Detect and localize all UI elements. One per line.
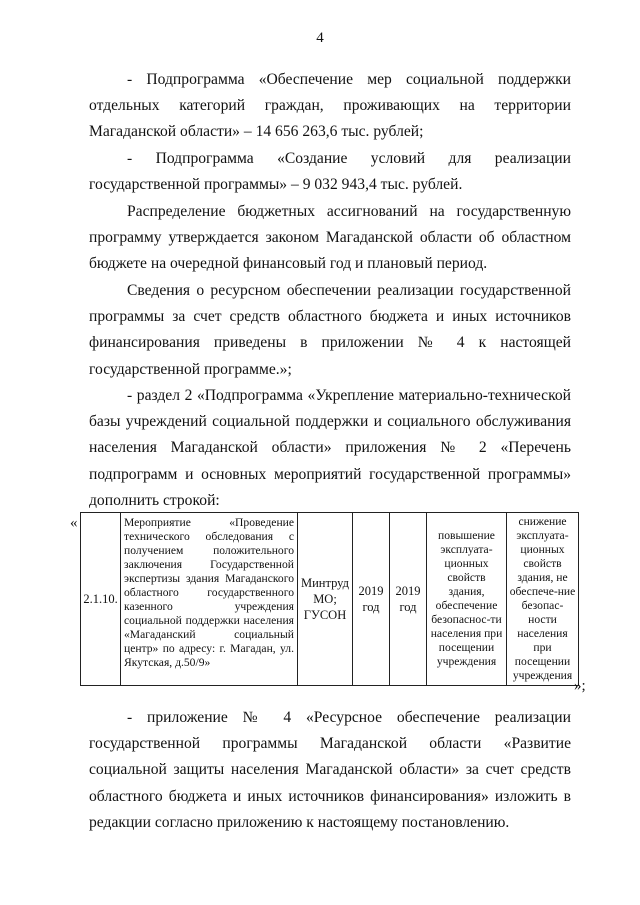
inserted-row-table [80, 512, 579, 686]
paragraph-resource-info: Сведения о ресурсном обеспечении реализации государственной программы за счет средств областного бюджета и иных источников финансирования приведены в приложении № 4 к настоящей государственной программе.»; [89, 282, 571, 378]
opening-quote: « [70, 515, 78, 531]
paragraph-section-2-amendment: - раздел 2 «Подпрограмма «Укрепление материально-технической базы учреждений социальной поддержки и социального обслуживания населения Магаданской области» приложения № 2 «Перечень подпрограмм и основных мероприятий государственной программы» дополнить строкой: [89, 387, 571, 509]
measure-name-cell: Мероприятие «Проведение технического обследования с получением положительного заключения Государственной экспертизы здания Магаданского областного государственного казенного учреждения социальной поддержки населения «Магаданский социальный центр» по адресу: г. Магадан, ул. Якутская, д.50/9» [121, 513, 298, 686]
paragraph-budget-allocation: Распределение бюджетных ассигнований на государственную программу утверждается законом Магаданской области об областном бюджете на очередной финансовый год и плановый период. [89, 203, 571, 273]
executor-cell: Минтруд МО; ГУСОН [298, 513, 353, 686]
paragraph-subprogram-conditions: - Подпрограмма «Создание условий для реализации государственной программы» – 9 032 943,4 тыс. рублей. [89, 150, 571, 194]
closing-quote: »; [574, 678, 586, 694]
table-row [81, 513, 579, 686]
expected-result-cell: повышение эксплуата-ционных свойств здания, обеспечение безопаснос-ти населения при посещении учреждения [427, 513, 507, 686]
row-number-cell: 2.1.10. [81, 513, 121, 686]
end-year-cell: 2019 год [390, 513, 427, 686]
paragraph-subprogram-social-support: - Подпрограмма «Обеспечение мер социальной поддержки отдельных категорий граждан, проживающих на территории Магаданской области» – 14 656 263,6 тыс. рублей; [89, 71, 571, 141]
paragraph-appendix-4-amendment: - приложение № 4 «Ресурсное обеспечение реализации государственной программы Магаданской области «Развитие социальной защиты населения Магаданской области» за счет средств областного бюджета и иных источников финансирования» изложить в редакции согласно приложению к настоящему постановлению. [89, 709, 571, 831]
page-number: 4 [316, 30, 324, 46]
consequence-cell: снижение эксплуата-ционных свойств здания, не обеспече-ние безопас-ности населения при посещении учреждения [507, 513, 579, 686]
start-year-cell: 2019 год [353, 513, 390, 686]
